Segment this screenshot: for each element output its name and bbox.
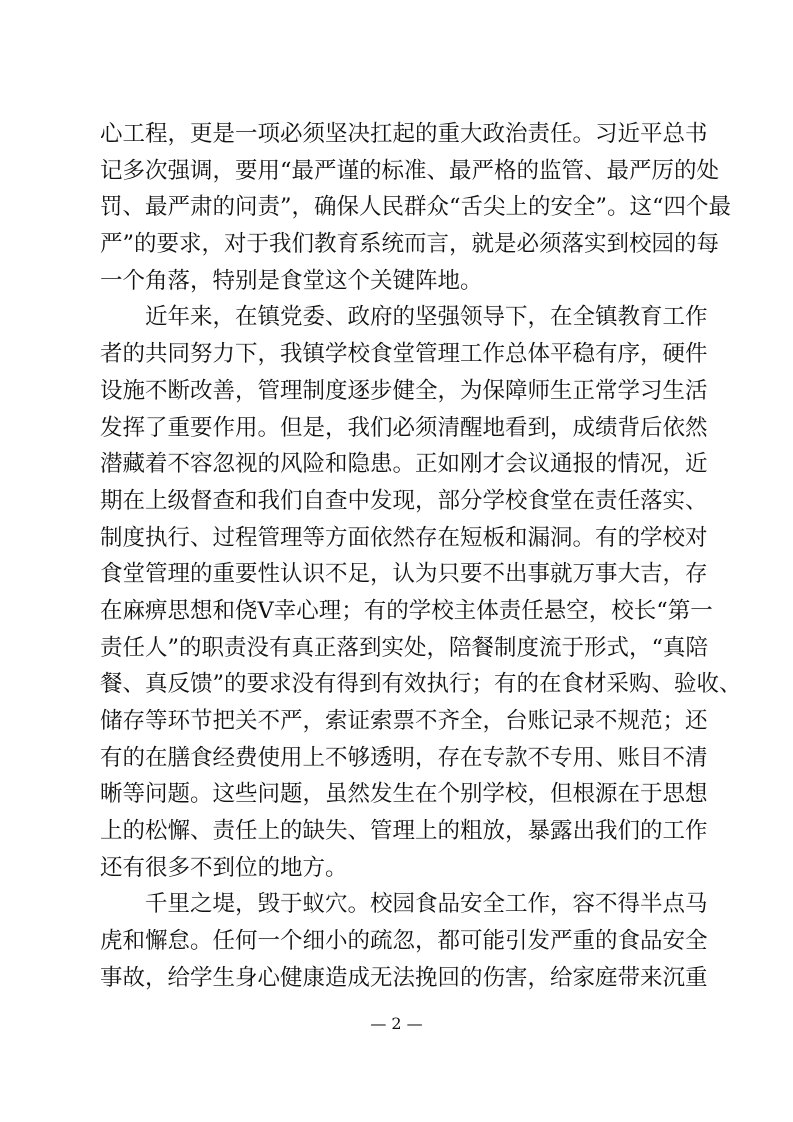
- text-line: 食堂管理的重要性认识不足，认为只要不出事就万事大吉，存: [100, 561, 708, 588]
- text-line: 发挥了重要作用。但是，我们必须清醒地看到，成绩背后依然: [100, 414, 708, 441]
- text-line: 事故，给学生身心健康造成无法挽回的伤害，给家庭带来沉重: [100, 964, 708, 991]
- text-line: 责任人”的职责没有真正落到实处，陪餐制度流于形式，“真陪: [100, 634, 709, 661]
- text-line: 者的共同努力下，我镇学校食堂管理工作总体平稳有序，硬件: [100, 341, 708, 368]
- text-line: 近年来，在镇党委、政府的坚强领导下，在全镇教育工作: [145, 304, 708, 331]
- text-line: 有的在膳食经费使用上不够透明，存在专款不专用、账目不清: [100, 744, 708, 771]
- text-line: 潜藏着不容忽视的风险和隐患。正如刚才会议通报的情况，近: [100, 451, 708, 478]
- text-line: 严”的要求，对于我们教育系统而言，就是必须落实到校园的每: [100, 231, 720, 258]
- text-line: 虎和懈怠。任何一个细小的疏忽，都可能引发严重的食品安全: [100, 928, 708, 955]
- text-line: 千里之堤，毁于蚁穴。校园食品安全工作，容不得半点马: [145, 891, 708, 918]
- text-line: 储存等环节把关不严，索证索票不齐全，台账记录不规范；还: [100, 708, 708, 734]
- text-line: 心工程，更是一项必须坚决扛起的重大政治责任。习近平总书: [100, 121, 708, 147]
- text-line: 晰等问题。这些问题，虽然发生在个别学校，但根源在于思想: [100, 781, 708, 808]
- text-line: 罚、最严肃的问责”，确保人民群众“舌尖上的安全”。这“四个最: [100, 194, 732, 221]
- paragraph-3: [100, 886, 708, 996]
- text-line: 记多次强调，要用“最严谨的标准、最严格的监管、最严厉的处: [100, 157, 720, 184]
- text-line: 餐、真反馈”的要求没有得到有效执行；有的在食材采购、验收、: [100, 671, 742, 698]
- page-number: — 2 —: [370, 1014, 423, 1033]
- paragraph-1: [100, 116, 732, 299]
- text-line: 一个角落，特别是食堂这个关键阵地。: [100, 267, 483, 294]
- document-body: [100, 116, 742, 997]
- text-line: 还有很多不到位的地方。: [100, 854, 348, 881]
- text-line: 期在上级督查和我们自查中发现，部分学校食堂在责任落实、: [100, 487, 708, 514]
- text-line: 设施不断改善，管理制度逐步健全，为保障师生正常学习生活: [100, 377, 708, 404]
- text-line: 上的松懈、责任上的缺失、管理上的粗放，暴露出我们的工作: [100, 818, 708, 845]
- text-line: 在麻痹思想和侥Ⅴ幸心理；有的学校主体责任悬空，校长“第一: [100, 597, 713, 624]
- text-line: 制度执行、过程管理等方面依然存在短板和漏洞。有的学校对: [100, 524, 708, 551]
- paragraph-2: [100, 299, 742, 886]
